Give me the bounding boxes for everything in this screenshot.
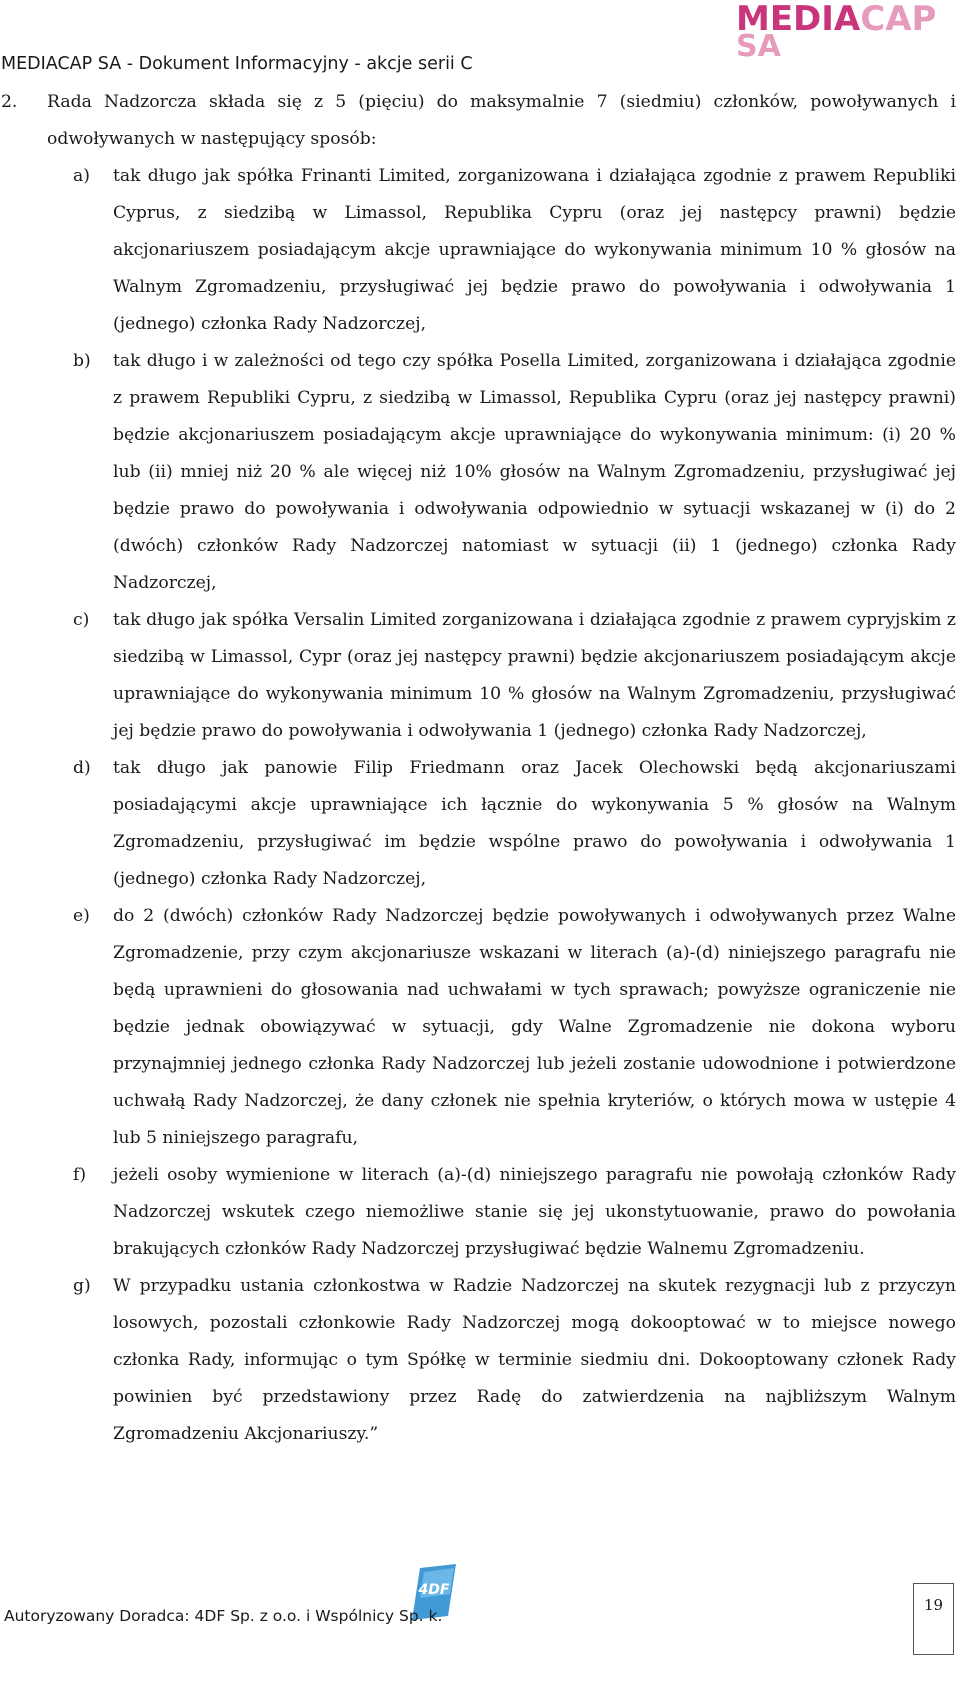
item-text: jeżeli osoby wymienione w literach (a)-(d) niniejszego paragrafu nie powołają członków Rady Nadzorczej wskutek czego niemożliwe stanie się jej ukonstytuowanie, prawo do powołania brakujących członków Rady Nadzorczej przysługiwać będzie Walnemu Zgromadzeniu. (113, 1165, 956, 1259)
document-body (0, 84, 956, 1453)
item-text: tak długo i w zależności od tego czy spółka Posella Limited, zorganizowana i działająca zgodnie z prawem Republiki Cypru, z siedzibą w Limassol, Republika Cypru (oraz jej następcy prawni) będzie akcjonariuszem posiadającym akcje uprawniające do wykonywania minimum: (i) 20 % lub (ii) mniej niż 20 % ale więcej niż 10% głosów na Walnym Zgromadzeniu, przysługiwać jej będzie prawo do powoływania i odwoływania odpowiednio w sytuacji wskazanej w (i) do 2 (dwóch) członków Rady Nadzorczej natomiast w sytuacji (ii) 1 (jednego) członka Rady Nadzorczej, (113, 351, 956, 593)
item-letter: a) (73, 166, 90, 186)
list-item (0, 898, 956, 1157)
list-item (0, 750, 956, 898)
item-text: W przypadku ustania członkostwa w Radzie Nadzorczej na skutek rezygnacji lub z przyczyn losowych, pozostali członkowie Rady Nadzorczej mogą dokooptować w to miejsce nowego członka Rady, informując o tym Spółkę w terminie siedmiu dni. Dokooptowany członek Rady powinien być przedstawiony przez Radę do zatwierdzenia na najbliższym Walnym Zgromadzeniu Akcjonariuszy.” (113, 1276, 956, 1444)
list-item (0, 1157, 956, 1268)
item-letter: f) (73, 1165, 87, 1185)
item-text: tak długo jak spółka Versalin Limited zorganizowana i działająca zgodnie z prawem cypryjskim z siedzibą w Limassol, Cypr (oraz jej następcy prawni) będzie akcjonariuszem posiadającym akcje uprawniające do wykonywania minimum 10 % głosów na Walnym Zgromadzeniu, przysługiwać jej będzie prawo do powoływania i odwoływania 1 (jednego) członka Rady Nadzorczej, (113, 610, 956, 741)
page-number-box (913, 1583, 954, 1655)
logo-sa-text: SA (736, 29, 781, 64)
list-item (0, 602, 956, 750)
logo-cap-text: CAP (860, 0, 937, 39)
footer-advisor: Autoryzowany Doradca: 4DF Sp. z o.o. i Wspólnicy Sp. k. (4, 1607, 443, 1625)
item-text: tak długo jak spółka Frinanti Limited, zorganizowana i działająca zgodnie z prawem Republiki Cyprus, z siedzibą w Limassol, Republika Cypru (oraz jej następcy prawni) będzie akcjonariuszem posiadającym akcje uprawniające do wykonywania minimum 10 % głosów na Walnym Zgromadzeniu, przysługiwać jej będzie prawo do powoływania i odwoływania 1 (jednego) członka Rady Nadzorczej, (113, 166, 956, 334)
document-header: MEDIACAP SA - Dokument Informacyjny - akcje serii C (1, 54, 473, 74)
fdf-logo-text: 4DF (418, 1582, 450, 1598)
list-item (0, 1268, 956, 1453)
item-letter: e) (73, 906, 90, 926)
section-intro (0, 84, 956, 158)
logo-media-text: MEDIA (736, 0, 861, 39)
provision-list (0, 158, 956, 1453)
item-letter: c) (73, 610, 90, 630)
item-text: tak długo jak panowie Filip Friedmann oraz Jacek Olechowski będą akcjonariuszami posiadającymi akcje uprawniające ich łącznie do wykonywania 5 % głosów na Walnym Zgromadzeniu, przysługiwać im będzie wspólne prawo do powoływania i odwoływania 1 (jednego) członka Rady Nadzorczej, (113, 758, 956, 889)
list-item (0, 343, 956, 602)
section-number: 2. (1, 92, 18, 112)
page-number: 19 (923, 1596, 944, 1614)
item-letter: d) (73, 758, 91, 778)
list-item (0, 158, 956, 343)
item-text: do 2 (dwóch) członków Rady Nadzorczej będzie powoływanych i odwoływanych przez Walne Zgromadzenie, przy czym akcjonariusze wskazani w literach (a)-(d) niniejszego paragrafu nie będą uprawnieni do głosowania nad uchwałami w tych sprawach; powyższe ograniczenie nie będzie jednak obowiązywać w sytuacji, gdy Walne Zgromadzenie nie dokona wyboru przynajmniej jednego członka Rady Nadzorczej lub jeżeli zostanie udowodnione i potwierdzone uchwałą Rady Nadzorczej, że dany członek nie spełnia kryteriów, o których mowa w ustępie 4 lub 5 niniejszego paragrafu, (113, 906, 956, 1148)
item-letter: b) (73, 351, 91, 371)
section-intro-text: Rada Nadzorcza składa się z 5 (pięciu) do maksymalnie 7 (siedmiu) członków, powoływanych i odwoływanych w następujący sposób: (47, 92, 956, 149)
mediacap-logo (736, 2, 936, 62)
item-letter: g) (73, 1276, 91, 1296)
